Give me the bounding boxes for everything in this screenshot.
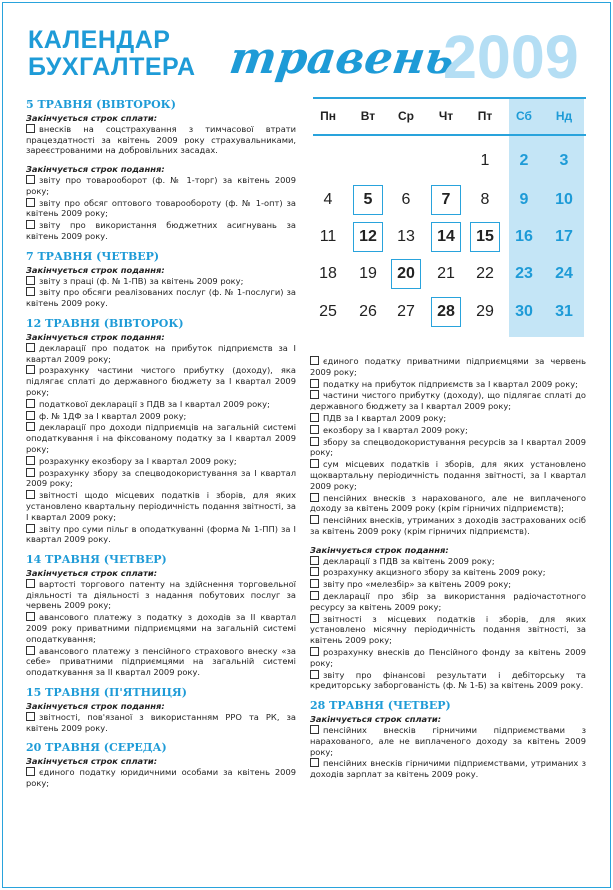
deadline-item [26, 524, 296, 546]
weekday-0: Пн [320, 109, 336, 123]
deadline-item-text: звітності, пов'язаної з використанням РРО та РК, за квітень 2009 року. [26, 711, 296, 733]
weekday-3: Чт [438, 109, 454, 123]
deadline-item-text: пенсійних внесків гірничими підприємствами з нарахованого, але не виплаченого доходу за квітень 2009 року; [310, 724, 586, 757]
deadline-section [310, 356, 586, 691]
checkbox[interactable] [310, 437, 319, 446]
deadline-item [310, 758, 586, 780]
checkbox[interactable] [310, 413, 319, 422]
deadline-item [310, 459, 586, 491]
calendar-day: 25 [319, 303, 337, 320]
calendar-day: 4 [323, 191, 333, 208]
deadline-section [26, 553, 296, 678]
deadline-item-text: звіту про фінансові результати і дебіторську та кредиторську заборгованість (ф. № 1-Б) за квітень 2009 року. [310, 669, 586, 691]
deadline-item-text: податкової декларації з ПДВ за I квартал 2009 року; [39, 398, 270, 409]
checkbox[interactable] [26, 468, 35, 477]
calendar-day: 9 [519, 191, 529, 208]
checkbox[interactable] [26, 579, 35, 588]
checkbox[interactable] [26, 220, 35, 229]
calendar-day: 11 [319, 228, 337, 245]
deadline-item [26, 411, 296, 422]
deadline-item-text: декларації про податок на прибуток підприємств за I квартал 2009 року; [26, 342, 296, 364]
weekday-4: Пт [477, 109, 493, 123]
checkbox[interactable] [26, 767, 35, 776]
deadline-item [26, 646, 296, 678]
deadline-item [310, 591, 586, 613]
deadline-item [310, 356, 586, 378]
month-name: травень [226, 33, 458, 84]
checkbox[interactable] [26, 712, 35, 721]
deadline-item [26, 422, 296, 454]
calendar-day: 28 [437, 303, 455, 320]
checkbox[interactable] [310, 356, 319, 365]
checkbox[interactable] [26, 646, 35, 655]
group-title: Закінчується строк подання: [26, 164, 165, 175]
deadline-item [26, 287, 296, 309]
deadline-item-text: пенсійних внесків гірничими підприємствами, утриманих з доходів зарплат за квітень 2009 року. [310, 758, 586, 780]
calendar-day: 18 [319, 265, 337, 282]
group-title: Закінчується строк подання: [26, 264, 165, 275]
calendar-day: 16 [515, 228, 533, 245]
calendar-day: 29 [476, 303, 494, 320]
checkbox[interactable] [26, 490, 35, 499]
deadline-item [310, 614, 586, 646]
deadlines-column-left [26, 98, 296, 797]
checkbox[interactable] [26, 411, 35, 420]
weekend-band [509, 97, 584, 337]
deadline-section [26, 317, 296, 545]
deadline-item [310, 647, 586, 669]
deadline-item [26, 399, 296, 410]
calendar-day: 26 [359, 303, 377, 320]
deadline-item-text: звіту про обсяги реалізованих послуг (ф. № 1-послуги) за квітень 2009 року. [26, 287, 296, 309]
deadline-item [310, 413, 586, 424]
checkbox[interactable] [26, 175, 35, 184]
weekday-6: Нд [555, 109, 573, 123]
weekday-2: Ср [398, 109, 414, 123]
section-date-heading: 7 ТРАВНЯ (ЧЕТВЕР) [26, 249, 160, 263]
checkbox[interactable] [310, 614, 319, 623]
section-date-heading: 28 ТРАВНЯ (ЧЕТВЕР) [310, 699, 451, 713]
checkbox[interactable] [310, 425, 319, 434]
calendar-top-rule [313, 97, 586, 99]
deadline-item-text: вартості торгового патенту на здійснення торговельної діяльності та діяльності з надання побутових послуг за червень 2009 року; [26, 578, 296, 611]
deadline-item-text: сум місцевих податків і зборів, для яких установлено щоквартальну періодичність подання звітності, за I квартал 2009 року; [310, 459, 586, 491]
calendar-day: 12 [359, 228, 377, 245]
group-title: Закінчується строк сплати: [26, 113, 158, 123]
calendar-day: 14 [437, 228, 455, 245]
checkbox[interactable] [26, 422, 35, 431]
group-title: Закінчується строк подання: [26, 331, 165, 342]
deadline-item [26, 456, 296, 467]
deadline-item-text: звітності щодо місцевих податків і зборів, для яких установлено квартальну періодичність подання звітності, за I квартал 2009 року; [26, 490, 296, 522]
calendar-day: 23 [515, 265, 533, 282]
checkbox[interactable] [26, 198, 35, 207]
checkbox[interactable] [310, 556, 319, 565]
deadline-item-text: декларації про доходи підприємців на загальній системі оподаткування і на фіксованому податку за I квартал 2009 року; [26, 422, 296, 454]
deadline-item [26, 612, 296, 644]
deadline-item-text: екозбору за I квартал 2009 року; [323, 424, 468, 435]
deadline-item [310, 379, 586, 390]
section-date-heading: 14 ТРАВНЯ (ЧЕТВЕР) [26, 553, 167, 567]
deadline-section [310, 699, 586, 780]
checkbox[interactable] [26, 343, 35, 352]
calendar-day: 21 [437, 265, 455, 282]
weekday-5: Сб [516, 109, 532, 123]
deadline-item-text: внесків на соцстрахування з тимчасової втрати працездатності за квітень 2009 року страхувальниками, зареєстрованими на добровільних засадах. [26, 123, 296, 156]
deadline-section [26, 250, 296, 309]
checkbox[interactable] [310, 670, 319, 679]
checkbox[interactable] [310, 579, 319, 588]
calendar-day: 15 [476, 228, 494, 245]
deadline-item [310, 556, 586, 567]
section-date-heading: 15 ТРАВНЯ (П'ЯТНИЦЯ) [26, 686, 187, 700]
deadline-item [310, 493, 586, 515]
group-title: Закінчується строк подання: [26, 701, 165, 712]
deadline-item-text: розрахунку екозбору за I квартал 2009 року; [39, 455, 237, 466]
deadline-item-text: авансового платежу з пенсійного страхового внеску «за себе» приватними підприємцями на загальній системі оподаткування за II квартал 2009 року. [26, 645, 296, 678]
year: 2009 [443, 23, 579, 91]
calendar-day: 30 [515, 303, 533, 320]
calendar-day: 2 [519, 152, 529, 169]
calendar-day: 31 [555, 303, 573, 320]
checkbox[interactable] [26, 124, 35, 133]
checkbox[interactable] [310, 515, 319, 524]
checkbox[interactable] [26, 399, 35, 408]
checkbox[interactable] [310, 647, 319, 656]
deadline-item [26, 365, 296, 397]
deadline-item [26, 343, 296, 365]
deadline-item-text: звіту про «мелезбір» за квітень 2009 року; [323, 579, 512, 590]
calendar-day: 10 [555, 191, 573, 208]
deadline-item [26, 468, 296, 490]
weekday-1: Вт [360, 109, 376, 123]
deadline-item-text: розрахунку внесків до Пенсійного фонду за квітень 2009 року; [310, 646, 586, 668]
checkbox[interactable] [310, 379, 319, 388]
deadline-item [310, 567, 586, 578]
deadline-item [310, 390, 586, 412]
deadline-item-text: податку на прибуток підприємств за I квартал 2009 року; [323, 378, 578, 389]
deadline-item-text: звітності з місцевих податків і зборів, для яких установлено місячну періодичність подання звітності, за квітень 2009 року; [310, 613, 586, 646]
checkbox[interactable] [26, 287, 35, 296]
deadline-item [26, 220, 296, 242]
deadline-item-text: звіту про обсяг оптового товарообороту (ф. № 1-опт) за квітень 2009 року; [26, 197, 296, 219]
deadline-item-text: ф. № 1ДФ за I квартал 2009 року; [39, 410, 187, 421]
calendar-day: 13 [397, 228, 415, 245]
deadline-item-text: звіту з праці (ф. № 1-ПВ) за квітень 2009 року; [39, 275, 244, 286]
calendar-day: 5 [363, 191, 373, 208]
deadline-section [26, 686, 296, 733]
calendar-day: 20 [397, 265, 415, 282]
deadline-item-text: авансового платежу з податку з доходів за II квартал 2009 року приватними підприємцями на загальній системі оподаткування; [26, 612, 296, 644]
calendar-day: 19 [359, 265, 377, 282]
deadline-item-text: звіту про суми пільг в оподаткуванні (форма № 1-ПП) за I квартал 2009 року. [26, 523, 296, 545]
group-title: Закінчується строк сплати: [26, 756, 158, 767]
deadline-item-text: збору за спецводокористування ресурсів за I квартал 2009 року; [310, 436, 586, 458]
deadline-item-text: ПДВ за I квартал 2009 року; [323, 412, 447, 423]
section-date-heading: 12 ТРАВНЯ (ВІВТОРОК) [26, 316, 184, 330]
checkbox[interactable] [26, 365, 35, 374]
checkbox[interactable] [26, 524, 35, 533]
deadline-item-text: частини чистого прибутку (доходу), що підлягає сплаті до державного бюджету за I квартал 2009 року; [310, 390, 586, 412]
deadline-item-text: розрахунку акцизного збору за квітень 2009 року; [323, 567, 546, 578]
deadline-item [310, 515, 586, 537]
section-date-heading: 20 ТРАВНЯ (СЕРЕДА) [26, 741, 167, 755]
calendar-day: 3 [559, 152, 569, 169]
checkbox[interactable] [310, 459, 319, 468]
calendar-day: 17 [555, 228, 573, 245]
checkbox[interactable] [26, 276, 35, 285]
deadline-item [310, 437, 586, 459]
checkbox[interactable] [310, 591, 319, 600]
section-date-heading: 5 ТРАВНЯ (ВІВТОРОК) [26, 98, 176, 111]
page-title: КАЛЕНДАР БУХГАЛТЕРА [28, 26, 196, 81]
deadline-item [26, 124, 296, 156]
calendar-day: 8 [480, 191, 490, 208]
deadline-item [26, 490, 296, 522]
deadline-item [26, 579, 296, 611]
deadline-item-text: єдиного податку юридичними особами за квітень 2009 року; [26, 767, 296, 789]
deadline-item-text: розрахунку частини чистого прибутку (доходу), яка підлягає сплаті до державного бюджету за I квартал 2009 року; [26, 365, 296, 397]
deadline-item-text: пенсійних внесків з нарахованого, але не виплаченого доходу за квітень 2009 року (крім гірничих підприємств); [310, 492, 586, 514]
checkbox[interactable] [310, 493, 319, 502]
calendar-day: 22 [476, 265, 494, 282]
group-title: Закінчується строк подання: [310, 544, 449, 555]
deadline-item [26, 767, 296, 789]
group-title: Закінчується строк сплати: [310, 714, 442, 725]
deadline-section [26, 741, 296, 788]
deadline-item-text: звіту про використання бюджетних асигнувань за квітень 2009 року. [26, 220, 296, 241]
deadline-item-text: пенсійних внесків, утриманих з доходів застрахованих осіб за квітень 2009 року (крім гірничих підприємств). [310, 515, 586, 536]
deadline-item-text: декларації з ПДВ за квітень 2009 року; [323, 555, 495, 566]
deadline-item [26, 198, 296, 220]
deadline-item [26, 712, 296, 734]
deadline-item-text: звіту про товарооборот (ф. № 1-торг) за квітень 2009 року; [26, 174, 296, 196]
calendar-day: 6 [401, 191, 411, 208]
calendar-header-rule [313, 134, 586, 136]
deadline-section [26, 98, 296, 242]
checkbox[interactable] [26, 612, 35, 621]
calendar-day: 27 [397, 303, 415, 320]
checkbox[interactable] [310, 567, 319, 576]
calendar-day: 1 [480, 152, 490, 169]
calendar-day: 24 [555, 265, 573, 282]
checkbox[interactable] [310, 758, 319, 767]
deadline-item-text: декларації про збір за використання радіочастотного ресурсу за квітень 2009 року; [310, 590, 586, 612]
deadline-item [310, 425, 586, 436]
checkbox[interactable] [310, 390, 319, 399]
deadline-item-text: розрахунку збору за спецводокористування за I квартал 2009 року; [26, 467, 296, 489]
deadline-item [310, 670, 586, 692]
checkbox[interactable] [26, 456, 35, 465]
deadlines-column-right [310, 356, 586, 788]
deadline-item-text: єдиного податку приватними підприємцями за червень 2009 року; [310, 356, 586, 377]
deadline-item [26, 276, 296, 287]
deadline-item [310, 725, 586, 757]
deadline-item [310, 579, 586, 590]
checkbox[interactable] [310, 725, 319, 734]
group-title: Закінчується строк сплати: [26, 568, 158, 579]
calendar-day: 7 [441, 191, 451, 208]
deadline-item [26, 175, 296, 197]
